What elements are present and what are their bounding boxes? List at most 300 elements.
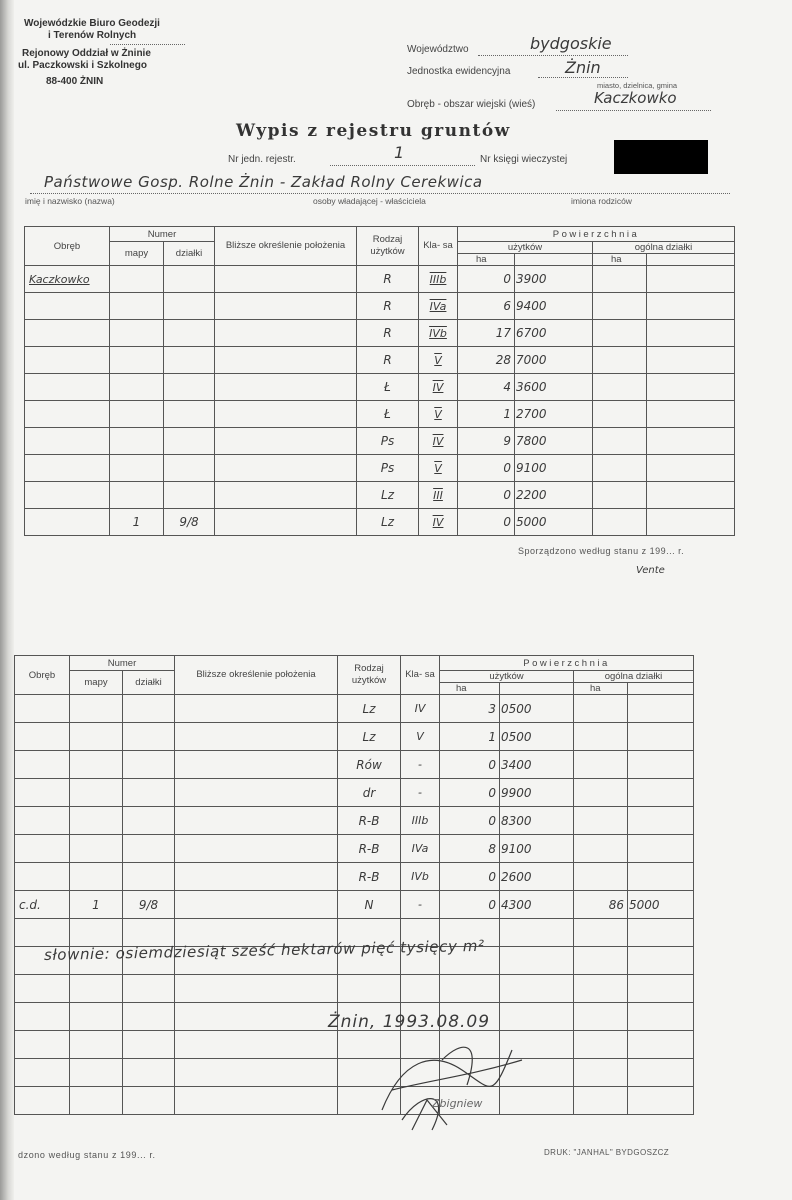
office-stamp <box>18 18 160 88</box>
obreb-cell <box>15 779 70 807</box>
empty-cell <box>15 919 70 947</box>
wojewodztwo-value: bydgoskie <box>530 34 612 53</box>
ogolna-ha-cell <box>574 863 628 891</box>
area-ar-cell: 2700 <box>515 401 593 428</box>
obreb-cell: c.d. <box>15 891 70 919</box>
blizsze-cell <box>175 723 338 751</box>
empty-cell <box>338 975 401 1003</box>
klasa-cell: IV <box>401 695 440 723</box>
empty-cell <box>15 1031 70 1059</box>
table-row <box>15 723 694 751</box>
ogolna-ar-cell <box>628 807 694 835</box>
mapy-cell <box>70 751 123 779</box>
area-ha-cell: 0 <box>458 266 515 293</box>
table-row <box>15 779 694 807</box>
klasa-cell: IVa <box>419 293 458 320</box>
header-rodzaj: Rodzaj użytków <box>357 227 419 266</box>
dzialki-cell <box>164 320 215 347</box>
ogolna-ha-cell <box>593 455 647 482</box>
rodzaj-cell: R-B <box>338 863 401 891</box>
ogolna-ha-cell <box>593 320 647 347</box>
header2-ogolna: ogólna działki <box>574 671 694 683</box>
header-blizsze: Bliższe określenie położenia <box>215 227 357 266</box>
header2-rodzaj: Rodzaj użytków <box>338 656 401 695</box>
empty-cell <box>628 975 694 1003</box>
area-ha-cell: 0 <box>458 482 515 509</box>
rodzaj-cell: Ł <box>357 374 419 401</box>
empty-cell <box>123 919 175 947</box>
table-row-empty <box>15 1059 694 1087</box>
empty-cell <box>123 975 175 1003</box>
dzialki-cell <box>164 428 215 455</box>
empty-cell <box>70 975 123 1003</box>
klasa-cell: III <box>419 482 458 509</box>
obreb-cell <box>25 455 110 482</box>
area-ha-cell: 0 <box>440 807 500 835</box>
klasa-cell: - <box>401 891 440 919</box>
empty-cell <box>574 1087 628 1115</box>
mapy-cell <box>70 807 123 835</box>
stamp-line-2: i Terenów Rolnych <box>48 30 137 41</box>
area-ar-cell: 0500 <box>500 723 574 751</box>
area-ha-cell: 3 <box>440 695 500 723</box>
blizsze-cell <box>215 374 357 401</box>
ogolna-ar-cell <box>647 320 735 347</box>
obreb-cell: Kaczkowko <box>25 266 110 293</box>
blizsze-cell <box>175 891 338 919</box>
area-ha-cell: 8 <box>440 835 500 863</box>
header-mapy: mapy <box>110 242 164 266</box>
register-table-1 <box>24 226 735 536</box>
area-ar-cell: 9100 <box>500 835 574 863</box>
stamp-line-1: Wojewódzkie Biuro Geodezji <box>24 18 160 29</box>
place-date: Żnin, 1993.08.09 <box>328 1012 491 1032</box>
klasa-cell: IV <box>419 428 458 455</box>
empty-cell <box>574 975 628 1003</box>
owner-name: Państwowe Gosp. Rolne Żnin - Zakład Rolny Cerekwica <box>44 173 483 191</box>
area-ar-cell: 3900 <box>515 266 593 293</box>
area-ha-cell: 4 <box>458 374 515 401</box>
mapy-cell <box>110 293 164 320</box>
rodzaj-cell: Lz <box>357 509 419 536</box>
empty-cell <box>574 947 628 975</box>
table-row <box>15 891 694 919</box>
obreb-cell <box>15 807 70 835</box>
area-ha-cell: 28 <box>458 347 515 374</box>
area-ar-cell: 7800 <box>515 428 593 455</box>
empty-cell <box>574 919 628 947</box>
header2-powierzchnia: Powierzchnia <box>440 656 694 671</box>
ogolna-ha-cell <box>593 347 647 374</box>
dzialki-cell <box>164 347 215 374</box>
dzialki-cell <box>123 863 175 891</box>
obreb-cell <box>15 835 70 863</box>
imiona-label: imiona rodziców <box>571 196 632 206</box>
area-ha-cell: 0 <box>440 863 500 891</box>
sporzadzono-2: dzono według stanu z 199... r. <box>18 1150 156 1160</box>
empty-cell <box>401 975 440 1003</box>
mapy-cell <box>70 863 123 891</box>
header2-numer: Numer <box>70 656 175 671</box>
header2-uzytkow: użytków <box>440 671 574 683</box>
miasto-label: miasto, dzielnica, gmina <box>597 81 678 90</box>
ogolna-ar-cell <box>647 482 735 509</box>
table-row <box>15 863 694 891</box>
rodzaj-cell: N <box>338 891 401 919</box>
header2-dzialki: działki <box>123 671 175 695</box>
header-ha-ogolna: ha <box>593 254 647 266</box>
ogolna-ha-cell <box>593 293 647 320</box>
signature-scribble <box>372 1030 532 1140</box>
stamp-line-5: 88-400 ŻNIN <box>46 76 104 87</box>
obreb-cell <box>25 401 110 428</box>
ogolna-ar-cell <box>647 347 735 374</box>
dzialki-cell <box>123 695 175 723</box>
empty-cell <box>628 947 694 975</box>
header-powierzchnia: Powierzchnia <box>458 227 735 242</box>
empty-cell <box>628 1003 694 1031</box>
mapy-cell <box>110 401 164 428</box>
rodzaj-cell: R-B <box>338 807 401 835</box>
mapy-cell <box>110 347 164 374</box>
ogolna-ha-cell <box>593 266 647 293</box>
empty-cell <box>123 1003 175 1031</box>
klasa-cell: - <box>401 779 440 807</box>
area-ha-cell: 0 <box>458 509 515 536</box>
table-row <box>15 807 694 835</box>
blizsze-cell <box>215 266 357 293</box>
area-ar-cell: 7000 <box>515 347 593 374</box>
ogolna-ar-cell <box>647 374 735 401</box>
ogolna-ha-cell <box>574 723 628 751</box>
table-row <box>25 428 735 455</box>
blizsze-cell <box>215 347 357 374</box>
area-ha-cell: 1 <box>458 401 515 428</box>
area-ar-cell: 3400 <box>500 751 574 779</box>
table-row <box>15 751 694 779</box>
area-ha-cell: 0 <box>458 455 515 482</box>
obreb-cell <box>15 723 70 751</box>
rodzaj-cell: Ps <box>357 428 419 455</box>
rodzaj-cell: Ps <box>357 455 419 482</box>
redacted-block <box>614 140 708 174</box>
empty-cell <box>15 1087 70 1115</box>
table-row <box>25 401 735 428</box>
area-ar-cell: 3600 <box>515 374 593 401</box>
ogolna-ha-cell <box>574 695 628 723</box>
area-ar-cell: 2600 <box>500 863 574 891</box>
empty-cell <box>628 919 694 947</box>
empty-cell <box>628 1087 694 1115</box>
area-ar-cell: 0500 <box>500 695 574 723</box>
empty-cell <box>15 975 70 1003</box>
area-ar-cell: 5000 <box>515 509 593 536</box>
nr-jedn-value: 1 <box>394 143 405 162</box>
nr-ksiegi-label: Nr księgi wieczystej <box>480 154 568 165</box>
mapy-cell: 1 <box>70 891 123 919</box>
page-edge-shadow <box>0 0 14 1200</box>
header-ogolna: ogólna działki <box>593 242 735 254</box>
area-ar-cell: 6700 <box>515 320 593 347</box>
empty-cell <box>15 1003 70 1031</box>
ogolna-ha-cell <box>593 401 647 428</box>
obreb-cell <box>25 428 110 455</box>
empty-cell <box>500 919 574 947</box>
rodzaj-cell: Lz <box>338 695 401 723</box>
header-obreb: Obręb <box>25 227 110 266</box>
klasa-cell: IV <box>419 509 458 536</box>
rodzaj-cell: R <box>357 266 419 293</box>
dzialki-cell <box>123 807 175 835</box>
mapy-cell <box>110 266 164 293</box>
dzialki-cell: 9/8 <box>123 891 175 919</box>
rodzaj-cell: R <box>357 293 419 320</box>
empty-cell <box>574 1031 628 1059</box>
ogolna-ar-cell <box>647 293 735 320</box>
empty-cell <box>70 1087 123 1115</box>
rodzaj-cell: Lz <box>357 482 419 509</box>
obreb-cell <box>25 320 110 347</box>
area-ha-cell: 6 <box>458 293 515 320</box>
dzialki-cell <box>123 751 175 779</box>
ogolna-ar-cell <box>647 455 735 482</box>
klasa-cell: V <box>401 723 440 751</box>
empty-cell <box>175 1059 338 1087</box>
table-row-empty <box>15 975 694 1003</box>
blizsze-cell <box>215 428 357 455</box>
area-ha-cell: 0 <box>440 891 500 919</box>
ogolna-ha-cell <box>574 751 628 779</box>
ogolna-ar-cell <box>628 835 694 863</box>
klasa-cell: IVb <box>419 320 458 347</box>
header2-ha: ha <box>440 683 500 695</box>
empty-cell <box>123 1059 175 1087</box>
table-row-empty <box>15 1031 694 1059</box>
wojewodztwo-label: Województwo <box>407 44 469 55</box>
ogolna-ha-cell <box>593 482 647 509</box>
ogolna-ar-cell <box>628 779 694 807</box>
obreb-cell <box>25 293 110 320</box>
blizsze-cell <box>215 482 357 509</box>
register-table-2 <box>14 655 694 1115</box>
klasa-cell: - <box>401 751 440 779</box>
empty-cell <box>175 1031 338 1059</box>
obreb-cell <box>25 374 110 401</box>
table-row-empty <box>15 1087 694 1115</box>
empty-cell <box>628 1031 694 1059</box>
area-ar-cell: 9900 <box>500 779 574 807</box>
empty-cell <box>123 1087 175 1115</box>
small-initials: Vente <box>636 565 665 576</box>
klasa-cell: IIIb <box>419 266 458 293</box>
dzialki-cell <box>123 779 175 807</box>
slownie-text: słownie: osiemdziesiąt sześć hektarów pięć tysięcy m² <box>43 936 485 964</box>
blizsze-cell <box>215 455 357 482</box>
obreb-cell <box>15 695 70 723</box>
klasa-cell: IVa <box>401 835 440 863</box>
mapy-cell <box>110 320 164 347</box>
area-ar-cell: 9100 <box>515 455 593 482</box>
klasa-cell: IV <box>419 374 458 401</box>
rodzaj-cell: dr <box>338 779 401 807</box>
area-ar-cell: 9400 <box>515 293 593 320</box>
ogolna-ar-cell <box>647 266 735 293</box>
blizsze-cell <box>175 863 338 891</box>
ogolna-ar-cell <box>647 401 735 428</box>
empty-cell <box>628 1059 694 1087</box>
area-ha-cell: 1 <box>440 723 500 751</box>
ogolna-ha-cell <box>593 428 647 455</box>
empty-cell <box>574 1059 628 1087</box>
ogolna-ha-cell <box>574 807 628 835</box>
empty-cell <box>70 919 123 947</box>
rodzaj-cell: Lz <box>338 723 401 751</box>
klasa-cell: V <box>419 347 458 374</box>
table-row <box>25 509 735 536</box>
blizsze-cell <box>215 401 357 428</box>
klasa-cell: V <box>419 455 458 482</box>
ogolna-ha-cell <box>593 509 647 536</box>
obreb-cell <box>25 347 110 374</box>
area-ar-cell: 8300 <box>500 807 574 835</box>
header2-blizsze: Bliższe określenie położenia <box>175 656 338 695</box>
ogolna-ha-cell <box>574 835 628 863</box>
stamp-line-3: Rejonowy Oddział w Żninie <box>22 48 151 59</box>
klasa-cell: IIIb <box>401 807 440 835</box>
blizsze-cell <box>175 835 338 863</box>
header-ha: ha <box>458 254 515 266</box>
blizsze-cell <box>215 293 357 320</box>
rodzaj-cell: R-B <box>338 835 401 863</box>
dzialki-cell <box>164 401 215 428</box>
empty-cell <box>500 947 574 975</box>
rodzaj-cell: Ł <box>357 401 419 428</box>
empty-cell <box>574 1003 628 1031</box>
obreb-cell <box>15 863 70 891</box>
empty-cell <box>175 1003 338 1031</box>
table-row <box>25 293 735 320</box>
ogolna-ha-cell <box>593 374 647 401</box>
table-row <box>25 482 735 509</box>
empty-cell <box>70 1059 123 1087</box>
area-ha-cell: 0 <box>440 779 500 807</box>
imie-label: imię i nazwisko (nazwa) <box>25 196 115 206</box>
dzialki-cell: 9/8 <box>164 509 215 536</box>
area-ar-cell: 4300 <box>500 891 574 919</box>
mapy-cell <box>110 374 164 401</box>
empty-cell <box>500 1003 574 1031</box>
dzialki-cell <box>164 293 215 320</box>
blizsze-cell <box>215 509 357 536</box>
rodzaj-cell: Rów <box>338 751 401 779</box>
ogolna-ar-cell <box>628 863 694 891</box>
rodzaj-cell: R <box>357 347 419 374</box>
ogolna-ar-cell <box>647 428 735 455</box>
klasa-cell: IVb <box>401 863 440 891</box>
jednostka-value: Żnin <box>565 58 601 77</box>
header-klasa: Kla- sa <box>419 227 458 266</box>
dzialki-cell <box>123 723 175 751</box>
signature-name: Zbigniew <box>432 1097 483 1110</box>
jednostka-label: Jednostka ewidencyjna <box>407 66 511 77</box>
blizsze-cell <box>175 807 338 835</box>
ogolna-ar-cell <box>628 723 694 751</box>
empty-cell <box>70 1031 123 1059</box>
header2-mapy: mapy <box>70 671 123 695</box>
area-ar-cell: 2200 <box>515 482 593 509</box>
header-numer: Numer <box>110 227 215 242</box>
empty-cell <box>500 975 574 1003</box>
blizsze-cell <box>175 751 338 779</box>
blizsze-cell <box>175 779 338 807</box>
empty-cell <box>175 975 338 1003</box>
mapy-cell <box>70 723 123 751</box>
sporzadzono-1: Sporządzono według stanu z 199... r. <box>518 546 685 556</box>
empty-cell <box>70 1003 123 1031</box>
empty-cell <box>440 975 500 1003</box>
mapy-cell <box>110 455 164 482</box>
obreb-cell <box>15 751 70 779</box>
ogolna-ar-cell: 5000 <box>628 891 694 919</box>
mapy-cell <box>70 695 123 723</box>
rodzaj-cell: R <box>357 320 419 347</box>
form-title: Wypis z rejestru gruntów <box>236 121 511 141</box>
area-ha-cell: 17 <box>458 320 515 347</box>
dzialki-cell <box>123 835 175 863</box>
table-row <box>25 347 735 374</box>
table-row <box>25 455 735 482</box>
table-row <box>15 695 694 723</box>
ogolna-ar-cell <box>628 695 694 723</box>
ogolna-ar-cell <box>647 509 735 536</box>
obreb-cell <box>25 509 110 536</box>
area-ha-cell: 9 <box>458 428 515 455</box>
table-row <box>15 835 694 863</box>
dzialki-cell <box>164 374 215 401</box>
druk-label: DRUK: "JANHAL" BYDGOSZCZ <box>544 1148 670 1157</box>
header2-klasa: Kla- sa <box>401 656 440 695</box>
header-uzytkow: użytków <box>458 242 593 254</box>
table-row <box>25 320 735 347</box>
ogolna-ha-cell: 86 <box>574 891 628 919</box>
nr-jedn-label: Nr jedn. rejestr. <box>228 154 296 165</box>
mapy-cell <box>70 779 123 807</box>
dzialki-cell <box>164 266 215 293</box>
klasa-cell: V <box>419 401 458 428</box>
mapy-cell <box>110 428 164 455</box>
obreb-value: Kaczkowko <box>594 89 677 107</box>
ogolna-ar-cell <box>628 751 694 779</box>
ogolna-ha-cell <box>574 779 628 807</box>
obreb-label: Obręb - obszar wiejski (wieś) <box>407 99 536 110</box>
header-dzialki: działki <box>164 242 215 266</box>
blizsze-cell <box>215 320 357 347</box>
obreb-cell <box>25 482 110 509</box>
mapy-cell <box>70 835 123 863</box>
empty-cell <box>123 1031 175 1059</box>
blizsze-cell <box>175 695 338 723</box>
empty-cell <box>175 1087 338 1115</box>
mapy-cell <box>110 482 164 509</box>
area-ha-cell: 0 <box>440 751 500 779</box>
table-row <box>25 266 735 293</box>
header2-ha-ogolna: ha <box>574 683 628 695</box>
table-row <box>25 374 735 401</box>
mapy-cell: 1 <box>110 509 164 536</box>
dzialki-cell <box>164 455 215 482</box>
dzialki-cell <box>164 482 215 509</box>
empty-cell <box>15 1059 70 1087</box>
